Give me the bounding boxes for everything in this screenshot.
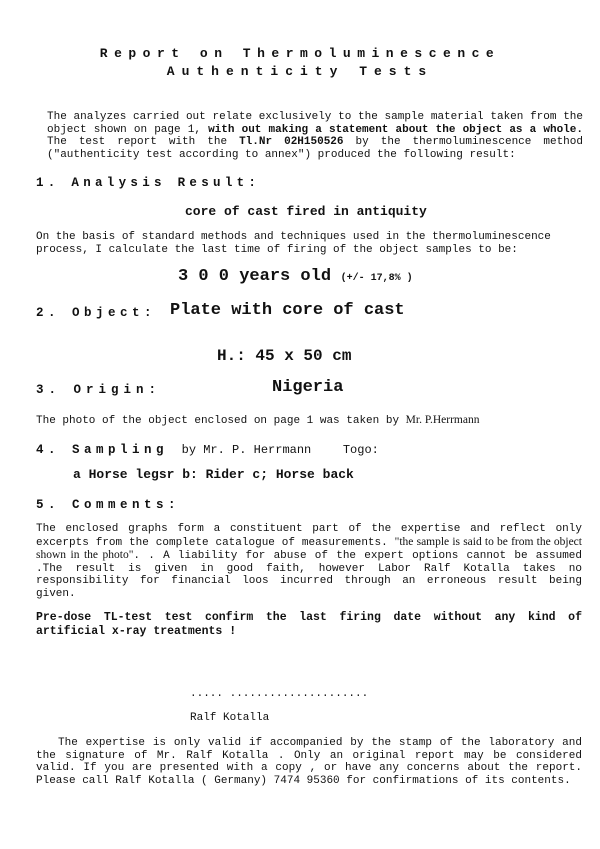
- analysis-result-heading: 1. Analysis Result:: [36, 176, 261, 190]
- report-title-line2: Authenticity Tests: [166, 64, 434, 79]
- intro-text-3: by the thermoluminescence method ("authenticity test according to annex") produced the following result:: [47, 136, 583, 161]
- report-title-line1: Report on Thermoluminescence: [99, 46, 501, 61]
- sampling-items: a Horse legsr b: Rider c; Horse back: [73, 467, 354, 482]
- object-heading: 2. Object:: [36, 306, 157, 320]
- analysis-result-value: core of cast fired in antiquity: [185, 204, 427, 219]
- signatory-name: Ralf Kotalla: [190, 712, 270, 724]
- photo-note-text: The photo of the object enclosed on page 1 was taken by: [36, 415, 406, 427]
- test-report-number: Tl.Nr 02H150526: [239, 136, 344, 148]
- sampling-place: Togo:: [342, 443, 379, 457]
- intro-text-2: The test report with the: [47, 136, 240, 148]
- age-value: 3 0 0 years old: [178, 267, 332, 286]
- intro-paragraph: [47, 111, 583, 161]
- intro-text-1: The analyzes carried out relate exclusively to the sample material taken from the object shown on page 1,: [47, 111, 583, 136]
- photo-note: [36, 414, 479, 428]
- comments-heading: 5. Comments:: [36, 498, 181, 512]
- origin-value: Nigeria: [272, 378, 344, 397]
- age-line: [178, 267, 413, 286]
- sampling-line: [36, 440, 379, 458]
- comments-text-2: . . A liability for abuse of the expert options cannot be assumed .The result is given in good faith, however Labor Ralf Kotalla takes no responsibility for financial loos incurred through an erroneous result being given.: [36, 550, 582, 600]
- object-dimensions: H.: 45 x 50 cm: [217, 347, 352, 365]
- sampling-by: by Mr. P. Herrmann: [181, 443, 312, 457]
- signature-line: ..... .....................: [190, 688, 369, 700]
- footer-validity-note: The expertise is only valid if accompanied by the stamp of the laboratory and the signature of Mr. Ralf Kotalla . Only an original report may be considered valid. If you are presented with a copy , or have any concerns about the report. Please call Ralf Kotalla ( Germany) 7474 95360 for confirmations of its contents.: [36, 737, 582, 787]
- comments-paragraph: [36, 523, 582, 600]
- object-description: Plate with core of cast: [170, 301, 405, 320]
- photographer-name: Mr. P.Herrmann: [405, 414, 480, 426]
- intro-disclaimer: with out making a statement about the object as a whole.: [208, 123, 583, 136]
- comments-quote: "the sample is said to be from the object shown in the photo": [36, 535, 582, 561]
- age-tolerance: (+/- 17,8% ): [340, 273, 413, 284]
- sampling-heading: 4. Sampling: [36, 443, 169, 457]
- predose-statement: Pre-dose TL-test test confirm the last firing date without any kind of artificial x-ray treatments !: [36, 611, 582, 638]
- origin-heading: 3. Origin:: [36, 383, 162, 397]
- analysis-basis-text: On the basis of standard methods and techniques used in the thermoluminescence process, I calculate the last time of firing of the object samples to be:: [36, 231, 551, 256]
- comments-text-1: The enclosed graphs form a constituent part of the expertise and reflect only excerpts from the complete catalogue of measurements.: [36, 523, 582, 549]
